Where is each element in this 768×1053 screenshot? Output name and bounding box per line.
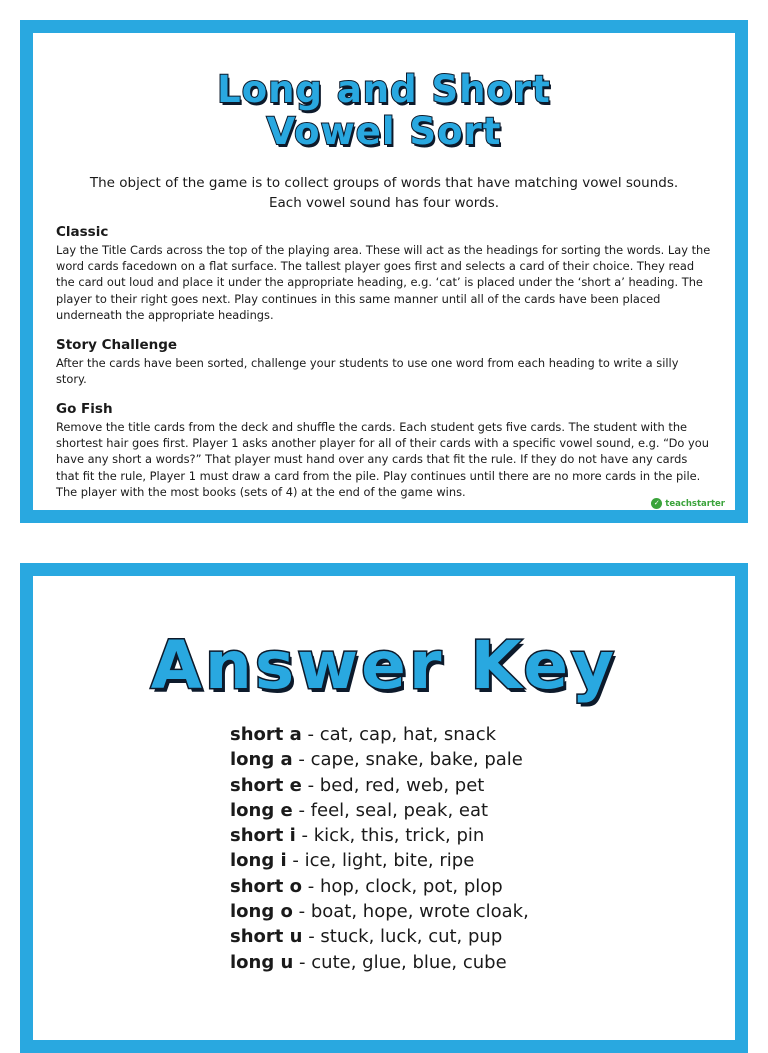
- answer-item: [230, 924, 529, 949]
- answer-key-card: [20, 563, 748, 1053]
- rules-title-line1: Long and Short: [217, 68, 551, 111]
- answer-item: [230, 798, 529, 823]
- brand-name: teachstarter: [665, 498, 725, 509]
- answer-label: long i: [230, 850, 287, 872]
- rules-title: [33, 69, 735, 153]
- answer-label: short e: [230, 774, 302, 796]
- section-heading: Go Fish: [56, 401, 113, 417]
- intro-line2: Each vowel sound has four words.: [268, 195, 500, 211]
- brand-logo: [651, 498, 725, 509]
- rules-title-line2: Vowel Sort: [266, 110, 502, 153]
- answer-words: - feel, seal, peak, eat: [292, 799, 489, 821]
- answer-words: - ice, light, bite, ripe: [286, 850, 475, 872]
- brand-logo-icon: ✓: [651, 498, 662, 509]
- answer-label: long u: [230, 951, 294, 973]
- section-body: After the cards have been sorted, challenge your students to use one word from each heading to write a silly story.: [56, 356, 679, 387]
- answer-words: - kick, this, trick, pin: [295, 825, 485, 847]
- answer-item: [230, 848, 529, 873]
- answer-item: [230, 773, 529, 798]
- section-classic: [56, 223, 712, 323]
- section-heading: Classic: [56, 224, 109, 240]
- answer-label: short a: [230, 724, 302, 745]
- rules-card: [20, 20, 748, 523]
- answer-label: short i: [230, 825, 296, 847]
- answer-label: long e: [230, 799, 293, 821]
- answer-words: - hop, clock, pot, plop: [302, 875, 503, 897]
- answer-item: [230, 950, 529, 975]
- answer-item: [230, 899, 529, 924]
- answer-item: [230, 747, 529, 772]
- section-story-challenge: [56, 336, 712, 387]
- intro-text: [63, 173, 705, 213]
- section-go-fish: [56, 400, 712, 500]
- answer-label: short o: [230, 875, 303, 897]
- intro-line1: The object of the game is to collect groups of words that have matching vowel sounds.: [89, 175, 679, 191]
- answer-label: long a: [230, 749, 293, 771]
- answer-item: [230, 722, 529, 747]
- answer-words: - stuck, luck, cut, pup: [302, 926, 503, 948]
- answer-words: - cape, snake, bake, pale: [292, 749, 523, 771]
- answer-label: short u: [230, 926, 303, 948]
- section-body: Lay the Title Cards across the top of the playing area. These will act as the headings for sorting the words. Lay the word cards facedown on a flat surface. The tallest player goes first and selects a card of their choice. They read the card out loud and place it under the appropriate heading, e.g. ‘cat’ is placed under the ‘short a’ heading. The player to their right goes next. Play continues in this same manner until all of the cards have been placed underneath the appropriate headings.: [56, 243, 711, 322]
- answer-label: long o: [230, 901, 293, 923]
- answer-words: - boat, hope, wrote cloak,: [292, 901, 529, 923]
- answer-key-title: Answer Key: [150, 627, 618, 704]
- answer-item: [230, 874, 529, 899]
- answer-words: - bed, red, web, pet: [301, 774, 485, 796]
- answer-words: - cute, glue, blue, cube: [293, 951, 507, 973]
- answer-list: [230, 722, 529, 975]
- answer-words: - cat, cap, hat, snack: [301, 724, 497, 745]
- section-heading: Story Challenge: [56, 337, 178, 353]
- section-body: Remove the title cards from the deck and shuffle the cards. Each student gets five cards. The student with the shortest hair goes first. Player 1 asks another player for all of their cards with a specific vowel sound, e.g. “Do you have any short a words?” That player must hand over any cards that fit the rule. If they do not have any cards that fit the rule, Player 1 must draw a card from the pile. Play continues until there are no more cards in the pile. The player with the most books (sets of 4) at the end of the game wins.: [56, 420, 709, 499]
- answer-item: [230, 823, 529, 848]
